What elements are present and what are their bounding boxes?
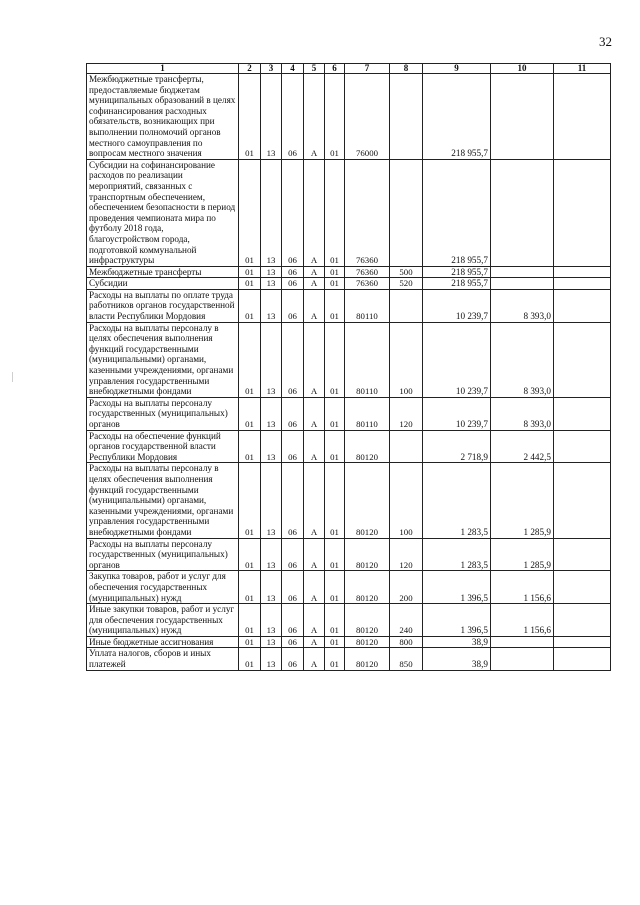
header-col-3: 3 <box>261 64 282 74</box>
row-expense-type: 100 <box>390 322 423 397</box>
row-subsection-code: 13 <box>261 278 282 290</box>
row-amount-col11 <box>554 289 611 322</box>
header-col-6: 6 <box>325 64 345 74</box>
row-subsection-code: 13 <box>261 397 282 430</box>
row-direction-code: 80120 <box>345 463 390 538</box>
row-amount: 1 283,5 <box>423 463 491 538</box>
row-name: Иные закупки товаров, работ и услуг для обеспечения государственных (муниципальных) нужд <box>87 604 239 637</box>
row-section-code: 01 <box>239 397 261 430</box>
table-header <box>87 64 611 74</box>
row-subsection-code: 13 <box>261 74 282 160</box>
row-direction-code: 80120 <box>345 604 390 637</box>
row-amount: 38,9 <box>423 648 491 670</box>
table-row <box>87 74 611 160</box>
table-row <box>87 266 611 278</box>
row-expense-type: 120 <box>390 397 423 430</box>
row-direction-code: 80120 <box>345 430 390 463</box>
row-program-code: 06 <box>282 266 304 278</box>
row-program-code: 06 <box>282 322 304 397</box>
row-name: Уплата налогов, сборов и иных платежей <box>87 648 239 670</box>
row-name: Расходы на выплаты персоналу государственных (муниципальных) органов <box>87 538 239 571</box>
row-subprogram-code: А <box>304 278 325 290</box>
row-subprogram-code: А <box>304 266 325 278</box>
row-subprogram-code: А <box>304 159 325 266</box>
table-row <box>87 636 611 648</box>
row-name: Межбюджетные трансферты <box>87 266 239 278</box>
row-event-code: 01 <box>325 266 345 278</box>
row-amount-col11 <box>554 74 611 160</box>
row-name: Расходы на выплаты персоналу в целях обеспечения выполнения функций государственными (муниципальными) органами, казенными учреждениями, органами управления государственными внебюджетными фондами <box>87 463 239 538</box>
row-direction-code: 80110 <box>345 322 390 397</box>
row-amount-col10: 8 393,0 <box>491 397 554 430</box>
row-section-code: 01 <box>239 278 261 290</box>
header-row <box>87 64 611 74</box>
row-amount: 38,9 <box>423 636 491 648</box>
row-program-code: 06 <box>282 159 304 266</box>
row-subsection-code: 13 <box>261 538 282 571</box>
row-amount: 218 955,7 <box>423 159 491 266</box>
row-direction-code: 80120 <box>345 538 390 571</box>
row-subsection-code: 13 <box>261 322 282 397</box>
budget-table <box>86 63 611 671</box>
row-section-code: 01 <box>239 648 261 670</box>
row-amount: 218 955,7 <box>423 266 491 278</box>
row-subsection-code: 13 <box>261 604 282 637</box>
row-expense-type: 240 <box>390 604 423 637</box>
row-direction-code: 80120 <box>345 636 390 648</box>
row-amount-col11 <box>554 571 611 604</box>
row-name: Расходы на обеспечение функций органов государственной власти Республики Мордовия <box>87 430 239 463</box>
row-section-code: 01 <box>239 266 261 278</box>
row-expense-type <box>390 159 423 266</box>
row-direction-code: 80120 <box>345 571 390 604</box>
row-amount-col11 <box>554 278 611 290</box>
row-direction-code: 76360 <box>345 159 390 266</box>
row-expense-type <box>390 430 423 463</box>
row-program-code: 06 <box>282 538 304 571</box>
row-subprogram-code: А <box>304 538 325 571</box>
row-expense-type: 800 <box>390 636 423 648</box>
header-col-11: 11 <box>554 64 611 74</box>
row-subprogram-code: А <box>304 74 325 160</box>
row-amount-col10: 1 285,9 <box>491 463 554 538</box>
row-name: Субсидии <box>87 278 239 290</box>
row-subsection-code: 13 <box>261 648 282 670</box>
row-direction-code: 80110 <box>345 289 390 322</box>
row-event-code: 01 <box>325 648 345 670</box>
row-amount-col10 <box>491 278 554 290</box>
row-program-code: 06 <box>282 604 304 637</box>
scan-mark <box>12 372 13 382</box>
row-subprogram-code: А <box>304 571 325 604</box>
page-number: 32 <box>599 34 612 49</box>
row-amount-col11 <box>554 159 611 266</box>
row-direction-code: 76360 <box>345 266 390 278</box>
row-program-code: 06 <box>282 571 304 604</box>
table-row <box>87 430 611 463</box>
row-section-code: 01 <box>239 322 261 397</box>
row-amount-col11 <box>554 266 611 278</box>
row-event-code: 01 <box>325 430 345 463</box>
row-event-code: 01 <box>325 322 345 397</box>
row-expense-type: 120 <box>390 538 423 571</box>
row-event-code: 01 <box>325 463 345 538</box>
row-amount: 10 239,7 <box>423 289 491 322</box>
row-amount: 1 283,5 <box>423 538 491 571</box>
row-program-code: 06 <box>282 430 304 463</box>
row-name: Расходы на выплаты персоналу в целях обеспечения выполнения функций государственными (муниципальными) органами, казенными учреждениями, органами управления государственными внебюджетными фондами <box>87 322 239 397</box>
row-amount: 1 396,5 <box>423 604 491 637</box>
row-program-code: 06 <box>282 648 304 670</box>
row-direction-code: 80110 <box>345 397 390 430</box>
row-name: Расходы на выплаты персоналу государственных (муниципальных) органов <box>87 397 239 430</box>
row-expense-type: 500 <box>390 266 423 278</box>
row-subsection-code: 13 <box>261 289 282 322</box>
row-event-code: 01 <box>325 571 345 604</box>
table-row <box>87 463 611 538</box>
row-event-code: 01 <box>325 159 345 266</box>
table-row <box>87 397 611 430</box>
row-subprogram-code: А <box>304 463 325 538</box>
row-expense-type: 850 <box>390 648 423 670</box>
row-direction-code: 76000 <box>345 74 390 160</box>
row-section-code: 01 <box>239 74 261 160</box>
row-subprogram-code: А <box>304 648 325 670</box>
row-amount: 218 955,7 <box>423 74 491 160</box>
header-col-8: 8 <box>390 64 423 74</box>
row-direction-code: 80120 <box>345 648 390 670</box>
row-section-code: 01 <box>239 604 261 637</box>
row-name: Иные бюджетные ассигнования <box>87 636 239 648</box>
row-amount-col10: 1 156,6 <box>491 571 554 604</box>
row-subsection-code: 13 <box>261 266 282 278</box>
header-col-4: 4 <box>282 64 304 74</box>
row-amount: 1 396,5 <box>423 571 491 604</box>
table-row <box>87 604 611 637</box>
row-subsection-code: 13 <box>261 571 282 604</box>
row-event-code: 01 <box>325 538 345 571</box>
row-amount-col11 <box>554 648 611 670</box>
row-amount-col10 <box>491 74 554 160</box>
row-amount-col10: 2 442,5 <box>491 430 554 463</box>
row-name: Закупка товаров, работ и услуг для обеспечения государственных (муниципальных) нужд <box>87 571 239 604</box>
table-row <box>87 538 611 571</box>
header-col-2: 2 <box>239 64 261 74</box>
row-program-code: 06 <box>282 463 304 538</box>
row-amount-col11 <box>554 397 611 430</box>
row-subsection-code: 13 <box>261 636 282 648</box>
row-subprogram-code: А <box>304 636 325 648</box>
row-subprogram-code: А <box>304 604 325 637</box>
row-amount-col11 <box>554 430 611 463</box>
row-section-code: 01 <box>239 571 261 604</box>
row-amount-col10: 1 285,9 <box>491 538 554 571</box>
row-name: Расходы на выплаты по оплате труда работников органов государственной власти Республики Мордовия <box>87 289 239 322</box>
row-amount-col11 <box>554 322 611 397</box>
row-event-code: 01 <box>325 74 345 160</box>
row-subprogram-code: А <box>304 289 325 322</box>
table-row <box>87 159 611 266</box>
row-event-code: 01 <box>325 278 345 290</box>
row-amount-col11 <box>554 604 611 637</box>
row-expense-type: 100 <box>390 463 423 538</box>
row-amount: 218 955,7 <box>423 278 491 290</box>
row-expense-type <box>390 289 423 322</box>
row-amount-col10: 1 156,6 <box>491 604 554 637</box>
header-col-9: 9 <box>423 64 491 74</box>
row-program-code: 06 <box>282 636 304 648</box>
row-event-code: 01 <box>325 604 345 637</box>
row-section-code: 01 <box>239 159 261 266</box>
row-subprogram-code: А <box>304 397 325 430</box>
header-col-10: 10 <box>491 64 554 74</box>
row-amount-col11 <box>554 463 611 538</box>
row-subprogram-code: А <box>304 430 325 463</box>
row-event-code: 01 <box>325 636 345 648</box>
row-program-code: 06 <box>282 74 304 160</box>
row-event-code: 01 <box>325 397 345 430</box>
row-section-code: 01 <box>239 538 261 571</box>
table-row <box>87 289 611 322</box>
row-amount-col10 <box>491 266 554 278</box>
table-row <box>87 648 611 670</box>
row-amount: 2 718,9 <box>423 430 491 463</box>
row-name: Субсидии на софинансирование расходов по реализации мероприятий, связанных с транспортным обеспечением, обеспечением безопасности в период проведения чемпионата мира по футболу 2018 года, благоустройством города, подготовкой коммунальной инфраструктуры <box>87 159 239 266</box>
row-amount-col11 <box>554 538 611 571</box>
row-amount: 10 239,7 <box>423 322 491 397</box>
row-expense-type <box>390 74 423 160</box>
header-col-5: 5 <box>304 64 325 74</box>
row-amount-col10: 8 393,0 <box>491 322 554 397</box>
table-row <box>87 278 611 290</box>
table-row <box>87 322 611 397</box>
row-amount-col10 <box>491 636 554 648</box>
row-subsection-code: 13 <box>261 463 282 538</box>
row-section-code: 01 <box>239 289 261 322</box>
row-name: Межбюджетные трансферты, предоставляемые бюджетам муниципальных образований в целях софинансирования расходных обязательств, возникающих при выполнении полномочий органов местного самоуправления по вопросам местного значения <box>87 74 239 160</box>
row-program-code: 06 <box>282 397 304 430</box>
row-amount-col10 <box>491 648 554 670</box>
row-section-code: 01 <box>239 636 261 648</box>
row-program-code: 06 <box>282 289 304 322</box>
row-expense-type: 520 <box>390 278 423 290</box>
row-event-code: 01 <box>325 289 345 322</box>
row-section-code: 01 <box>239 463 261 538</box>
row-subsection-code: 13 <box>261 159 282 266</box>
header-col-1: 1 <box>87 64 239 74</box>
row-amount-col10 <box>491 159 554 266</box>
row-subprogram-code: А <box>304 322 325 397</box>
table-body <box>87 74 611 671</box>
header-col-7: 7 <box>345 64 390 74</box>
row-expense-type: 200 <box>390 571 423 604</box>
table-row <box>87 571 611 604</box>
row-subsection-code: 13 <box>261 430 282 463</box>
row-section-code: 01 <box>239 430 261 463</box>
row-amount-col11 <box>554 636 611 648</box>
row-program-code: 06 <box>282 278 304 290</box>
row-direction-code: 76360 <box>345 278 390 290</box>
row-amount: 10 239,7 <box>423 397 491 430</box>
row-amount-col10: 8 393,0 <box>491 289 554 322</box>
